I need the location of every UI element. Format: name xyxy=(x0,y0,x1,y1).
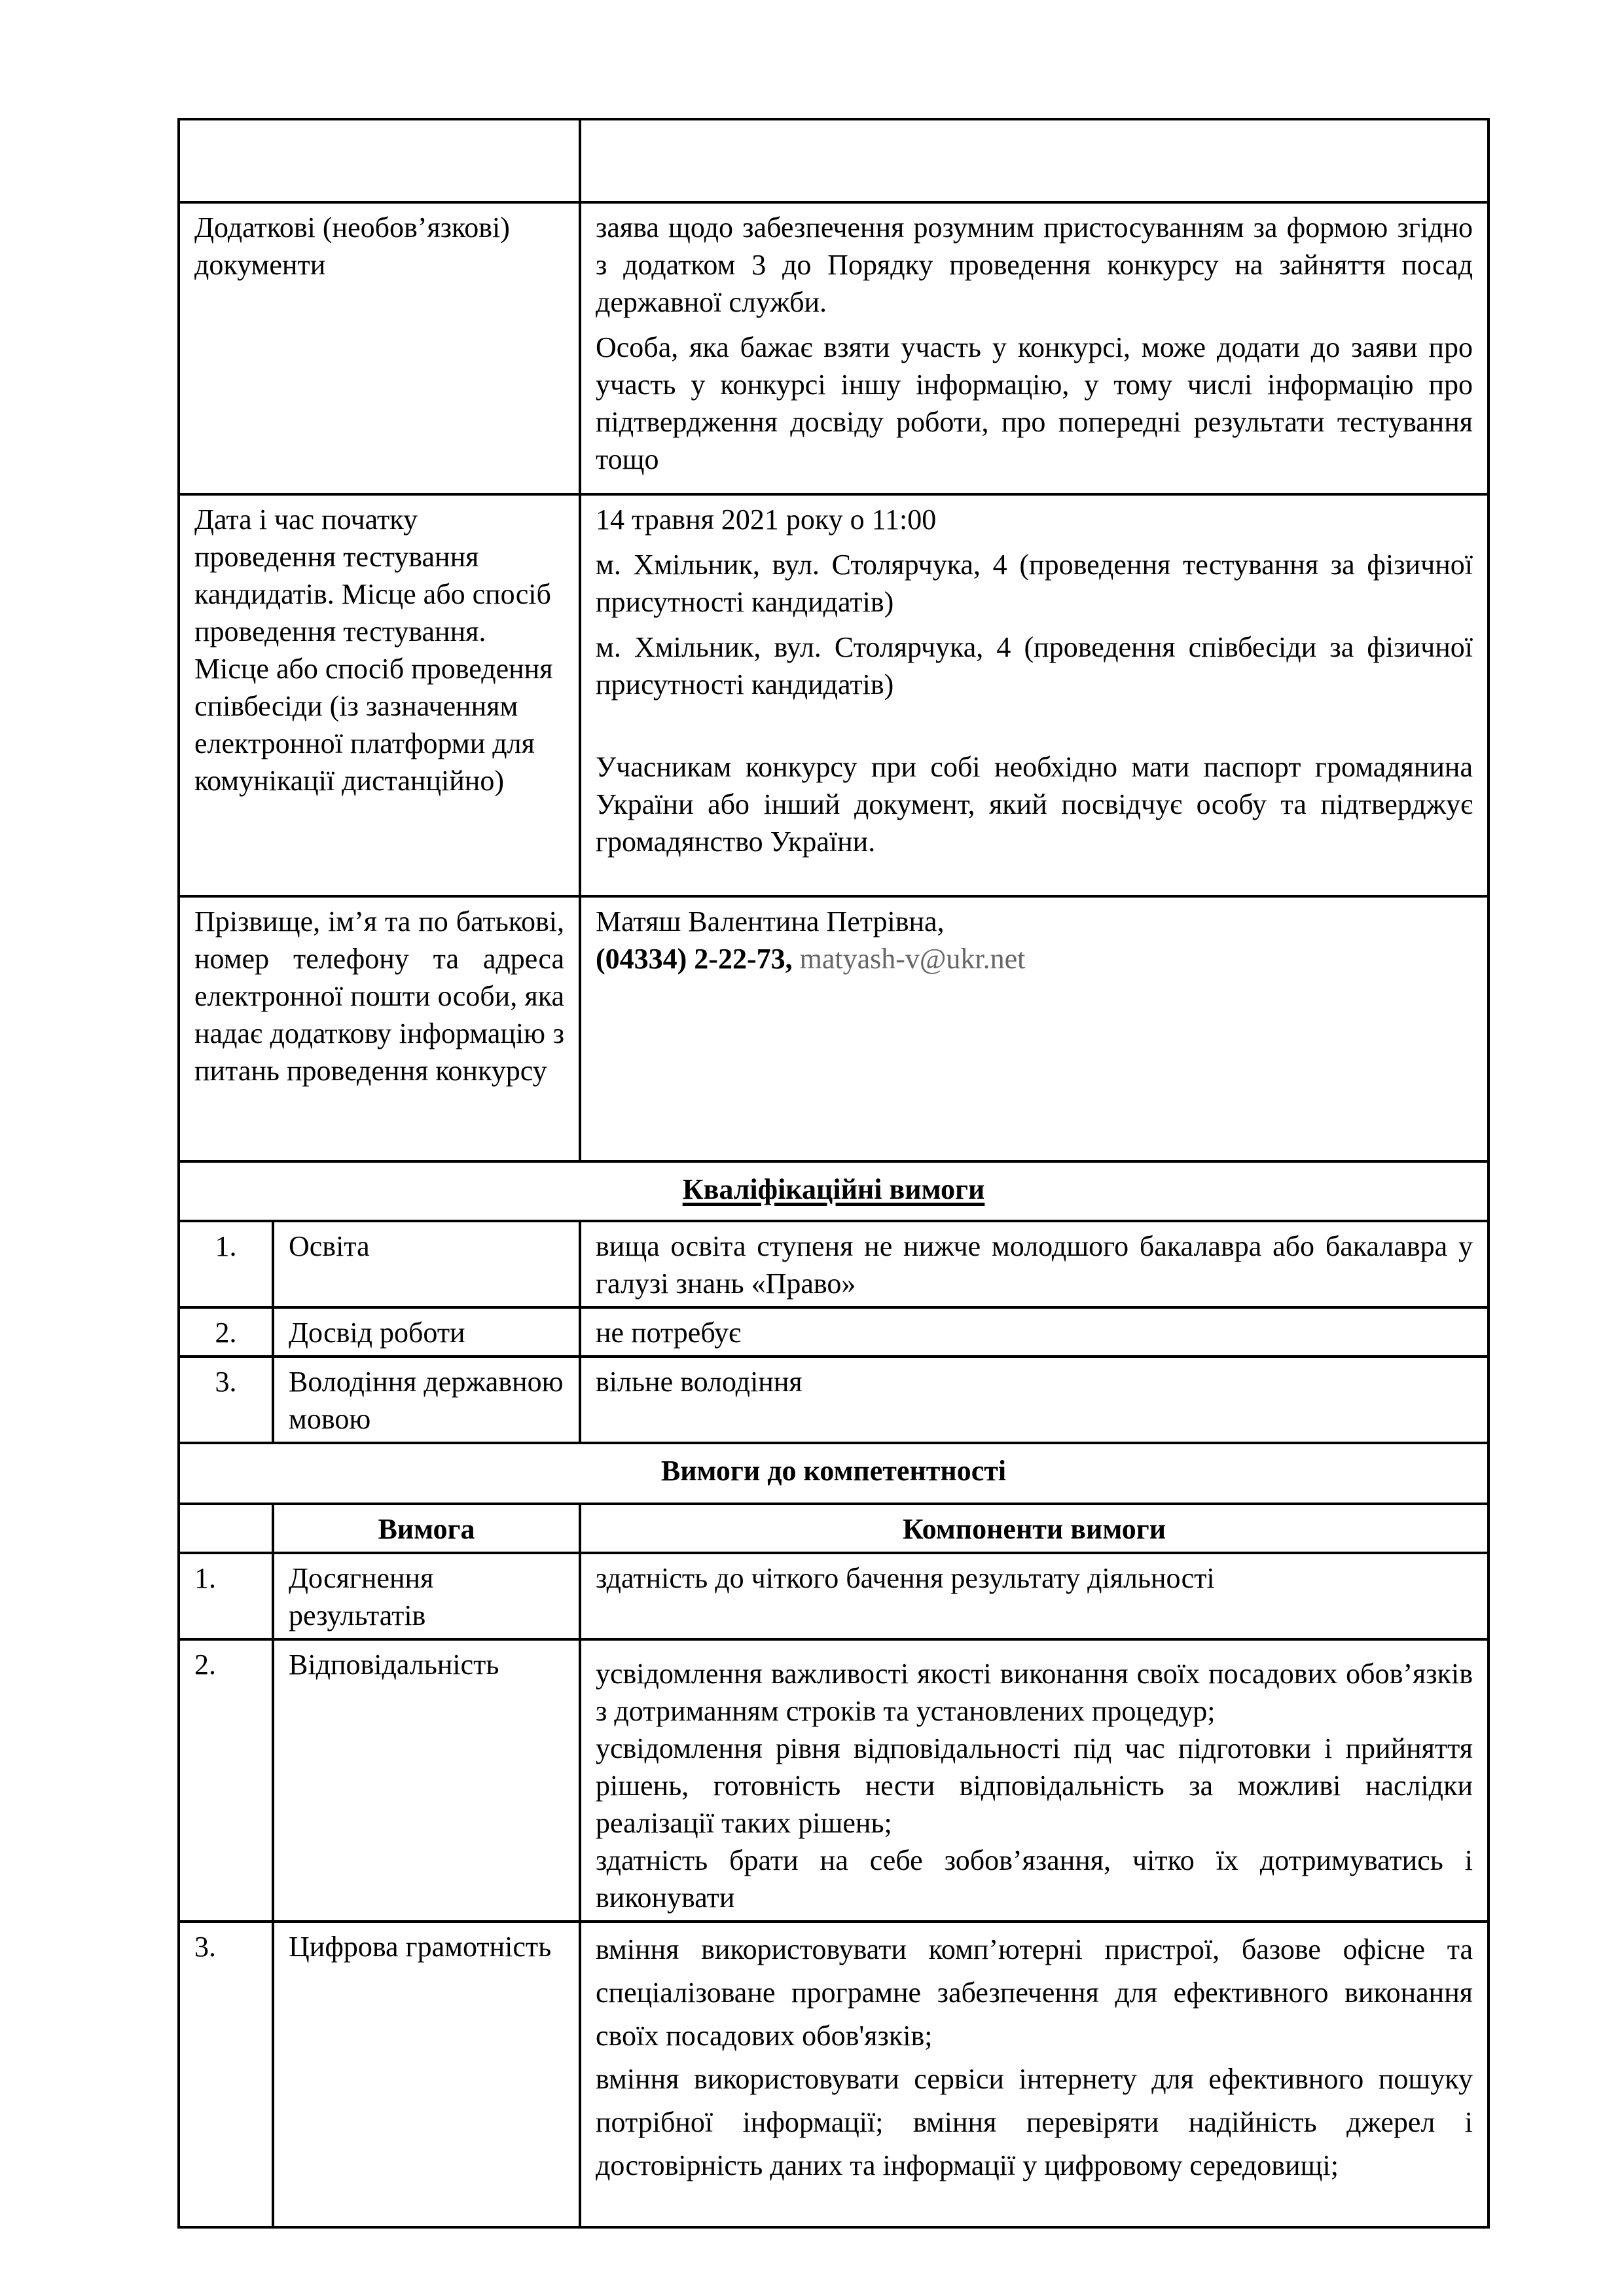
testing-schedule-value xyxy=(580,494,1489,896)
extra-info-paragraph: Особа, яка бажає взяти участь у конкурсі, може додати до заяви про участь у конкурсі іншу інформацію, у тому числі інформацію про підтвердження досвіду роботи, про попередні результати тестування тощо xyxy=(596,331,1473,475)
competence-name: Відповідальність xyxy=(273,1639,580,1922)
competence-component: здатність до чіткого бачення результату діяльності xyxy=(596,1562,1215,1594)
competence-component: усвідомлення важливості якості виконання своїх посадових обов’язків з дотриманням строків та установлених процедур; xyxy=(596,1658,1473,1727)
competence-row xyxy=(179,1639,1489,1922)
competence-component: здатність брати на себе зобов’язання, чітко їх дотримуватись і виконувати xyxy=(596,1844,1473,1914)
competence-header-requirement: Вимога xyxy=(273,1504,580,1553)
competence-row xyxy=(179,1922,1489,2227)
qualification-number: 3. xyxy=(179,1357,273,1443)
section-header-qualification xyxy=(179,1161,1489,1221)
qualification-title: Кваліфікаційні вимоги xyxy=(682,1173,985,1205)
table-row-empty xyxy=(179,119,1489,202)
competence-column-header xyxy=(179,1504,1489,1553)
testing-schedule-label: Дата і час початку проведення тестування кандидатів. Місце або спосіб проведення тестування. Місце або спосіб проведення співбесіди (із зазначенням електронної платформи для комунікації дистанційно) xyxy=(179,494,580,896)
qualification-value: вища освіта ступеня не нижче молодшого бакалавра або бакалавра у галузі знань «Право» xyxy=(580,1221,1489,1307)
contact-person-value xyxy=(580,896,1489,1161)
qualification-value: не потребує xyxy=(580,1307,1489,1357)
qualification-name: Освіта xyxy=(273,1221,580,1307)
empty-value-cell xyxy=(580,119,1489,202)
testing-datetime: 14 травня 2021 року о 11:00 xyxy=(596,503,937,536)
additional-documents-label: Додаткові (необов’язкові) документи xyxy=(179,202,580,494)
qualification-title-cell xyxy=(179,1161,1489,1221)
competence-header-components: Компоненти вимоги xyxy=(580,1504,1489,1553)
contact-name: Матяш Валентина Петрівна, xyxy=(596,905,945,938)
section-header-competence xyxy=(179,1443,1489,1504)
competence-number: 2. xyxy=(179,1639,273,1922)
testing-place: м. Хмільник, вул. Столярчука, 4 (проведення тестування за фізичної присутності кандидатів) xyxy=(596,549,1473,618)
identity-document-note: Учасникам конкурсу при собі необхідно мати паспорт громадянина України або інший документ, який посвідчує особу та підтверджує громадянство України. xyxy=(596,751,1473,858)
contact-details xyxy=(596,940,1473,977)
competence-name: Цифрова грамотність xyxy=(273,1922,580,2227)
table-row-testing-schedule xyxy=(179,494,1489,896)
qualification-row xyxy=(179,1357,1489,1443)
competence-number: 1. xyxy=(179,1553,273,1639)
contact-person-label: Прізвище, ім’я та по батькові, номер телефону та адреса електронної пошти особи, яка надає додаткову інформацію з питань проведення конкурсу xyxy=(179,896,580,1161)
additional-documents-value xyxy=(580,202,1489,494)
competence-component: вміння використовувати сервіси інтернету для ефективного пошуку потрібної інформації; вміння перевіряти надійність джерел і достовірність даних та інформації у цифровому середовищі; xyxy=(596,2063,1473,2181)
qualification-name: Володіння державною мовою xyxy=(273,1357,580,1443)
competence-component: усвідомлення рівня відповідальності під час підготовки і прийняття рішень, готовність нести відповідальність за можливі наслідки реалізації таких рішень; xyxy=(596,1732,1473,1839)
competence-components xyxy=(580,1553,1489,1639)
interview-place: м. Хмільник, вул. Столярчука, 4 (проведення співбесіди за фізичної присутності кандидатів) xyxy=(596,631,1473,701)
competence-title: Вимоги до компетентності xyxy=(179,1443,1489,1504)
reasonable-accommodation-paragraph: заява щодо забезпечення розумним пристосуванням за формою згідно з додатком 3 до Порядку проведення конкурсу на зайняття посад державної служби. xyxy=(596,211,1473,318)
qualification-value: вільне володіння xyxy=(580,1357,1489,1443)
qualification-row xyxy=(179,1221,1489,1307)
contact-phone: (04334) 2-22-73, xyxy=(596,943,793,975)
competence-components xyxy=(580,1922,1489,2227)
competition-info-table xyxy=(177,118,1490,2229)
empty-label-cell xyxy=(179,119,580,202)
competence-number: 3. xyxy=(179,1922,273,2227)
competence-component: вміння використовувати комп’ютерні пристрої, базове офісне та спеціалізоване програмне забезпечення для ефективного виконання своїх посадових обов'язків; xyxy=(596,1933,1473,2052)
contact-email-link[interactable]: matyash-v@ukr.net xyxy=(799,943,1026,975)
table-row-contact-person xyxy=(179,896,1489,1161)
qualification-name: Досвід роботи xyxy=(273,1307,580,1357)
competence-components xyxy=(580,1639,1489,1922)
competence-header-number xyxy=(179,1504,273,1553)
spacer xyxy=(596,711,1473,748)
qualification-number: 1. xyxy=(179,1221,273,1307)
qualification-number: 2. xyxy=(179,1307,273,1357)
qualification-row xyxy=(179,1307,1489,1357)
competence-row xyxy=(179,1553,1489,1639)
table-row-additional-documents xyxy=(179,202,1489,494)
competence-name: Досягнення результатів xyxy=(273,1553,580,1639)
